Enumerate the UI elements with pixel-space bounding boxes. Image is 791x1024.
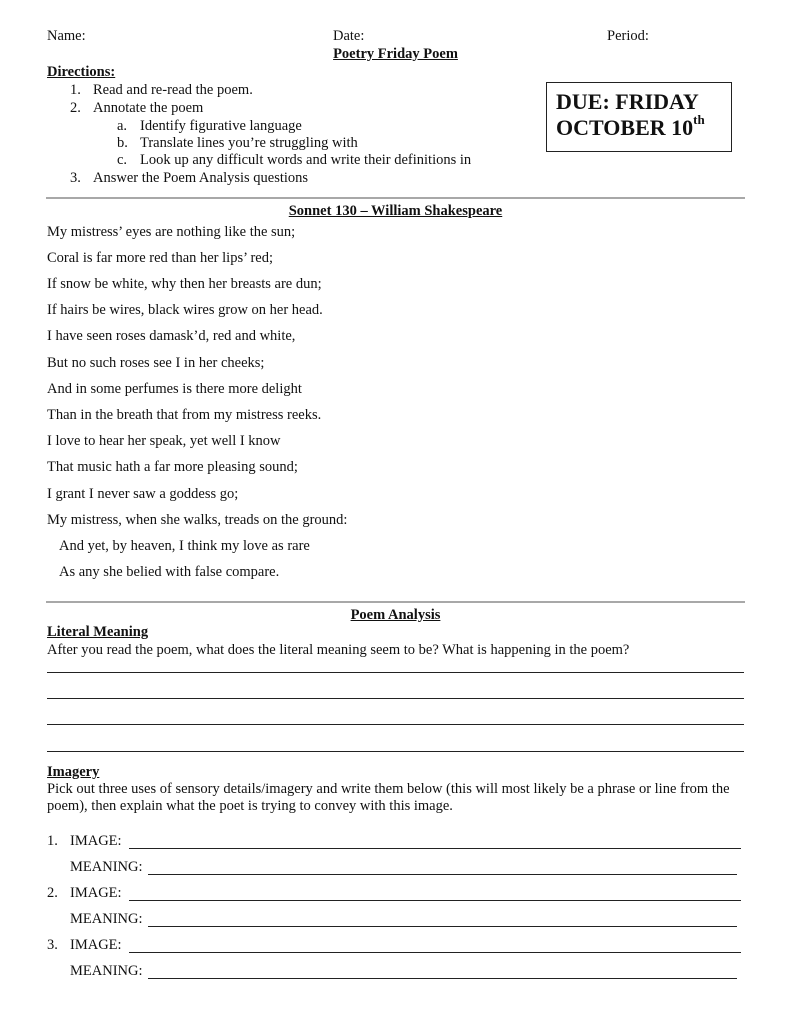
analysis-title: Poem Analysis xyxy=(350,607,441,623)
name-label: Name: xyxy=(47,28,86,44)
literal-meaning-label: Literal Meaning xyxy=(47,624,149,640)
direction-item: Read and re-read the poem. xyxy=(93,82,253,98)
section-divider xyxy=(46,601,745,603)
answer-line[interactable] xyxy=(47,698,744,699)
due-date-suffix: th xyxy=(693,112,705,127)
poem-line: My mistress’ eyes are nothing like the sun; xyxy=(47,224,296,240)
image-answer-line[interactable] xyxy=(129,952,741,953)
poem-line: Than in the breath that from my mistress reeks. xyxy=(47,407,322,423)
direction-number: 2. xyxy=(70,100,81,116)
answer-line[interactable] xyxy=(47,672,744,673)
direction-subitem-letter: c. xyxy=(117,152,128,168)
direction-subitem-letter: b. xyxy=(117,135,128,151)
answer-line[interactable] xyxy=(47,724,744,725)
poem-line: My mistress, when she walks, treads on the ground: xyxy=(47,512,348,528)
due-date xyxy=(556,112,705,141)
meaning-label: MEANING: xyxy=(70,911,143,927)
imagery-item-number: 3. xyxy=(47,937,58,953)
poem-line: And in some perfumes is there more delight xyxy=(47,381,302,397)
section-divider xyxy=(46,197,745,199)
poem-line: That music hath a far more pleasing sound; xyxy=(47,459,298,475)
direction-item: Annotate the poem xyxy=(93,100,204,116)
due-day: DUE: FRIDAY xyxy=(556,89,699,114)
direction-subitem-letter: a. xyxy=(117,118,128,134)
image-label: IMAGE: xyxy=(70,937,122,953)
imagery-label: Imagery xyxy=(47,764,100,780)
direction-number: 3. xyxy=(70,170,81,186)
poem-line: I love to hear her speak, yet well I know xyxy=(47,433,281,449)
period-label: Period: xyxy=(607,28,649,44)
direction-subitem: Translate lines you’re struggling with xyxy=(140,135,358,151)
page-title: Poetry Friday Poem xyxy=(333,46,458,62)
imagery-item-number: 2. xyxy=(47,885,58,901)
poem-line: As any she belied with false compare. xyxy=(59,564,280,580)
meaning-answer-line[interactable] xyxy=(148,926,737,927)
literal-meaning-question: After you read the poem, what does the literal meaning seem to be? What is happening in the poem? xyxy=(47,642,630,658)
poem-title: Sonnet 130 – William Shakespeare xyxy=(288,203,503,219)
image-label: IMAGE: xyxy=(70,885,122,901)
imagery-question: Pick out three uses of sensory details/imagery and write them below (this will most likely be a phrase or line from the poem), then explain what the poet is trying to convey with this image. xyxy=(47,781,730,814)
directions-label: Directions: xyxy=(47,64,116,80)
meaning-label: MEANING: xyxy=(70,859,143,875)
direction-subitem: Identify figurative language xyxy=(140,118,302,134)
due-date-box xyxy=(546,82,732,152)
meaning-answer-line[interactable] xyxy=(148,978,737,979)
direction-subitem: Look up any difficult words and write their definitions in xyxy=(140,152,472,168)
poem-line: I grant I never saw a goddess go; xyxy=(47,486,239,502)
direction-item: Answer the Poem Analysis questions xyxy=(93,170,309,186)
direction-number: 1. xyxy=(70,82,81,98)
date-label: Date: xyxy=(333,28,365,44)
poem-line: If hairs be wires, black wires grow on her head. xyxy=(47,302,323,318)
image-answer-line[interactable] xyxy=(129,900,741,901)
imagery-item-number: 1. xyxy=(47,833,58,849)
poem-line: Coral is far more red than her lips’ red; xyxy=(47,250,274,266)
image-answer-line[interactable] xyxy=(129,848,741,849)
poem-line: I have seen roses damask’d, red and white, xyxy=(47,328,296,344)
poem-line: But no such roses see I in her cheeks; xyxy=(47,355,265,371)
due-date-text: OCTOBER 10 xyxy=(556,115,694,140)
poem-line: If snow be white, why then her breasts are dun; xyxy=(47,276,322,292)
meaning-label: MEANING: xyxy=(70,963,143,979)
answer-line[interactable] xyxy=(47,751,744,752)
image-label: IMAGE: xyxy=(70,833,122,849)
poem-line: And yet, by heaven, I think my love as rare xyxy=(59,538,310,554)
meaning-answer-line[interactable] xyxy=(148,874,737,875)
